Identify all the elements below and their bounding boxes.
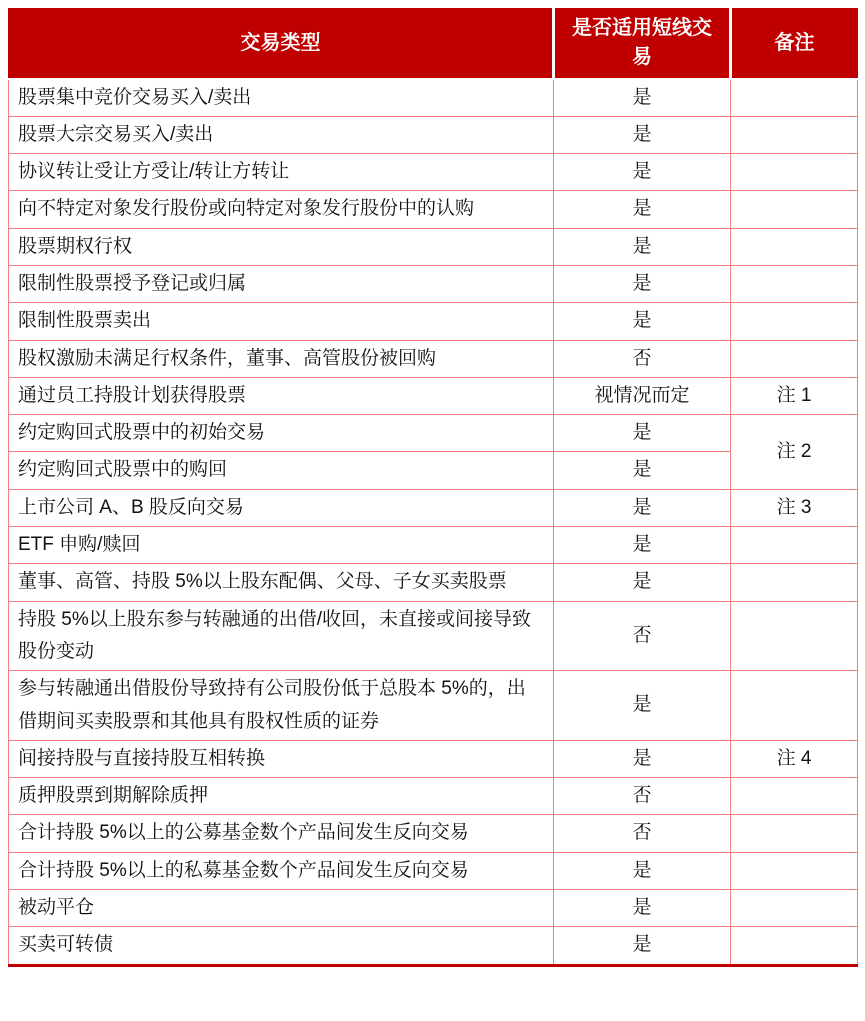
note-cell (731, 815, 858, 852)
applies-cell: 是 (554, 191, 731, 228)
applies-cell: 是 (554, 79, 731, 117)
note-cell (731, 340, 858, 377)
table-row (9, 815, 858, 852)
note-cell (731, 265, 858, 302)
transaction-type-cell: ETF 申购/赎回 (9, 527, 554, 564)
header-row (9, 9, 858, 79)
transaction-type-cell: 协议转让受让方受让/转让方转让 (9, 154, 554, 191)
note-cell (731, 79, 858, 117)
note-cell (731, 778, 858, 815)
applies-cell: 是 (554, 890, 731, 927)
applies-cell: 是 (554, 489, 731, 526)
note-cell (731, 671, 858, 741)
table-row (9, 377, 858, 414)
applies-cell: 是 (554, 527, 731, 564)
table-row (9, 740, 858, 777)
transaction-type-cell: 持股 5%以上股东参与转融通的出借/收回，未直接或间接导致股份变动 (9, 601, 554, 671)
table-row (9, 265, 858, 302)
note-cell (731, 191, 858, 228)
applies-cell: 是 (554, 116, 731, 153)
note-cell (731, 852, 858, 889)
applies-cell: 否 (554, 340, 731, 377)
table-row (9, 927, 858, 965)
transaction-type-cell: 被动平仓 (9, 890, 554, 927)
applies-cell: 是 (554, 154, 731, 191)
note-cell (731, 303, 858, 340)
table-header (9, 9, 858, 79)
applies-cell: 否 (554, 601, 731, 671)
note-cell (731, 890, 858, 927)
transaction-type-cell: 上市公司 A、B 股反向交易 (9, 489, 554, 526)
note-cell: 注 4 (731, 740, 858, 777)
table-row (9, 79, 858, 117)
transaction-type-cell: 股票期权行权 (9, 228, 554, 265)
applies-cell: 否 (554, 778, 731, 815)
transaction-type-cell: 限制性股票卖出 (9, 303, 554, 340)
applies-cell: 是 (554, 452, 731, 489)
note-cell (731, 228, 858, 265)
table-body (9, 79, 858, 966)
transaction-type-cell: 买卖可转债 (9, 927, 554, 965)
transaction-type-cell: 间接持股与直接持股互相转换 (9, 740, 554, 777)
table-row (9, 415, 858, 452)
table-row (9, 527, 858, 564)
table-row (9, 452, 858, 489)
table-row (9, 601, 858, 671)
table-row (9, 228, 858, 265)
note-cell: 注 1 (731, 377, 858, 414)
table-row (9, 340, 858, 377)
table-row (9, 778, 858, 815)
transaction-type-cell: 质押股票到期解除质押 (9, 778, 554, 815)
note-cell (731, 116, 858, 153)
transaction-type-cell: 合计持股 5%以上的公募基金数个产品间发生反向交易 (9, 815, 554, 852)
transaction-type-cell: 约定购回式股票中的购回 (9, 452, 554, 489)
table-row (9, 671, 858, 741)
transaction-type-cell: 约定购回式股票中的初始交易 (9, 415, 554, 452)
transaction-type-cell: 股票大宗交易买入/卖出 (9, 116, 554, 153)
applies-cell: 是 (554, 564, 731, 601)
applies-cell: 否 (554, 815, 731, 852)
applies-cell: 是 (554, 852, 731, 889)
note-cell (731, 564, 858, 601)
transaction-type-cell: 向不特定对象发行股份或向特定对象发行股份中的认购 (9, 191, 554, 228)
table-row (9, 890, 858, 927)
table-row (9, 852, 858, 889)
column-header-remarks: 备注 (731, 9, 858, 79)
column-header-applies-short-swing: 是否适用短线交易 (554, 9, 731, 79)
transaction-type-cell: 参与转融通出借股份导致持有公司股份低于总股本 5%的，出借期间买卖股票和其他具有股权性质的证券 (9, 671, 554, 741)
applies-cell: 是 (554, 927, 731, 965)
applies-cell: 是 (554, 265, 731, 302)
transaction-type-cell: 限制性股票授予登记或归属 (9, 265, 554, 302)
transaction-type-cell: 董事、高管、持股 5%以上股东配偶、父母、子女买卖股票 (9, 564, 554, 601)
applies-cell: 视情况而定 (554, 377, 731, 414)
table-row (9, 489, 858, 526)
column-header-transaction-type: 交易类型 (9, 9, 554, 79)
transaction-type-cell: 通过员工持股计划获得股票 (9, 377, 554, 414)
transaction-type-cell: 合计持股 5%以上的私募基金数个产品间发生反向交易 (9, 852, 554, 889)
short-swing-trading-table (8, 8, 858, 967)
table-row (9, 191, 858, 228)
note-cell: 注 3 (731, 489, 858, 526)
table-row (9, 116, 858, 153)
applies-cell: 是 (554, 671, 731, 741)
table-row (9, 154, 858, 191)
applies-cell: 是 (554, 415, 731, 452)
note-cell: 注 2 (731, 415, 858, 490)
applies-cell: 是 (554, 303, 731, 340)
table-row (9, 303, 858, 340)
applies-cell: 是 (554, 740, 731, 777)
transaction-type-cell: 股票集中竞价交易买入/卖出 (9, 79, 554, 117)
applies-cell: 是 (554, 228, 731, 265)
table-row (9, 564, 858, 601)
note-cell (731, 601, 858, 671)
note-cell (731, 527, 858, 564)
transaction-type-cell: 股权激励未满足行权条件，董事、高管股份被回购 (9, 340, 554, 377)
note-cell (731, 927, 858, 965)
note-cell (731, 154, 858, 191)
